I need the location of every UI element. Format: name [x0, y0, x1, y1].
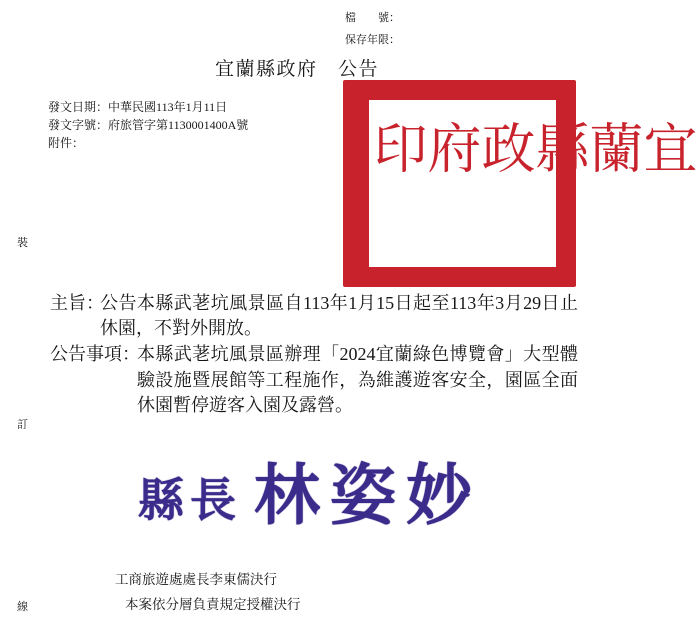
subject-line: 休園，不對外開放。	[100, 318, 262, 338]
authority-note: 本案依分層負責規定授權決行	[125, 597, 301, 612]
delegation-note: 工商旅遊處處長李東儒決行	[115, 572, 277, 587]
notice-label: 公告事項：	[50, 344, 140, 364]
official-seal	[343, 80, 696, 287]
notice-line: 本縣武荖坑風景區辦理「2024宜蘭綠色博覽會」大型體	[137, 344, 578, 364]
seal-inner-field	[366, 98, 696, 269]
signature-name: 林姿妙	[254, 460, 482, 533]
seal-column-right: 宜蘭	[582, 120, 696, 194]
binding-mark-zhuang: 裝	[17, 237, 28, 249]
issue-date-value: 中華民國113年1月11日	[108, 100, 228, 114]
document-title: 宜蘭縣政府 公告	[215, 59, 380, 80]
binding-mark-ding: 訂	[17, 419, 28, 431]
archive-number-label: 檔 號：	[345, 12, 400, 24]
signature-title: 縣長	[138, 475, 242, 526]
subject-label: 主旨：	[50, 293, 104, 313]
subject-text	[100, 291, 578, 341]
notice-text	[137, 342, 578, 419]
document-number-label: 發文字號：	[48, 118, 109, 132]
binding-mark-xian: 線	[17, 601, 28, 613]
seal-column-middle: 縣政	[474, 120, 588, 194]
attachment-row	[48, 135, 84, 151]
seal-column-left: 府印	[366, 120, 480, 194]
document-number-value: 府旅管字第1130001400A號	[108, 118, 249, 132]
notice-line: 休園暫停遊客入園及露營。	[137, 395, 353, 415]
issue-date-label: 發文日期：	[48, 100, 109, 114]
document-number-row	[48, 117, 248, 133]
notice-line: 驗設施暨展館等工程施作，為維護遊客安全，園區全面	[137, 369, 578, 390]
issue-date-row	[48, 99, 227, 115]
subject-line: 公告本縣武荖坑風景區自113年1月15日起至113年3月29日止	[100, 293, 578, 313]
retention-period-label: 保存年限：	[345, 34, 400, 46]
attachment-label: 附件：	[48, 136, 85, 150]
